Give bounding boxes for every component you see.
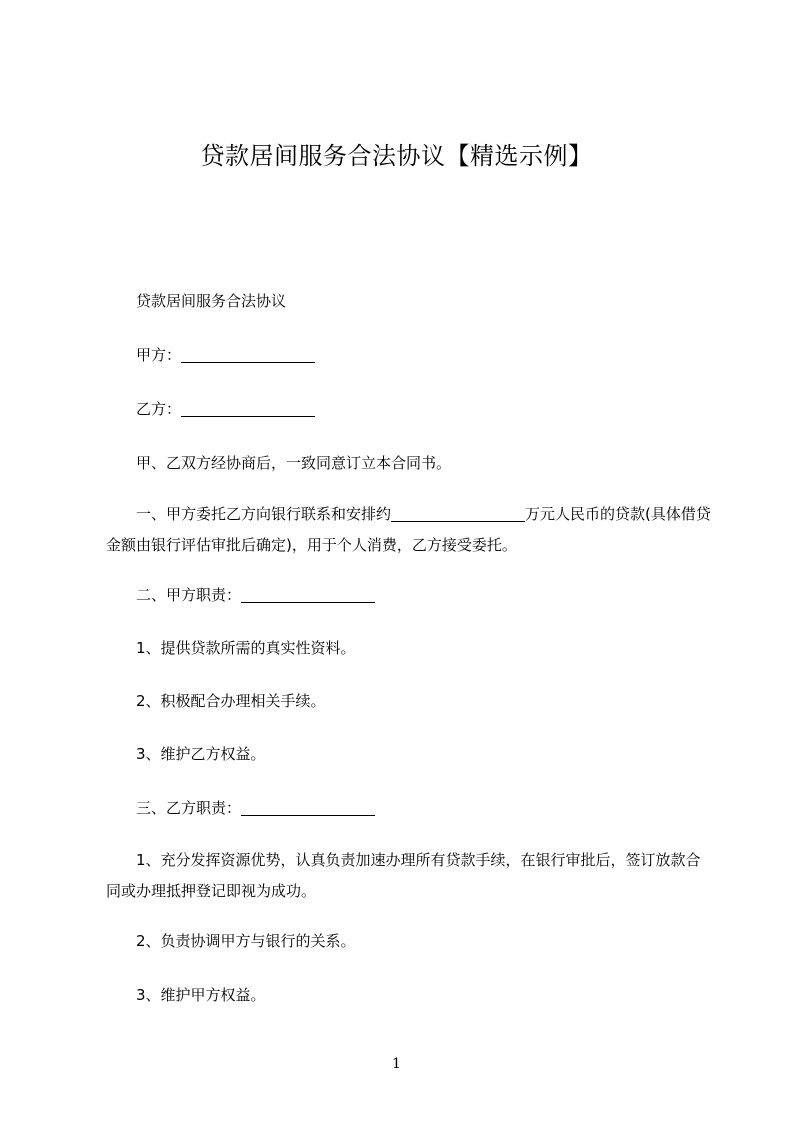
party-b-label: 乙方： — [136, 400, 182, 418]
subtitle: 贷款居间服务合法协议 — [136, 292, 287, 310]
party-b-blank — [181, 401, 315, 417]
section-2-item: 1、提供贷款所需的真实性资料。 — [136, 639, 356, 657]
clause-1-post: 万元人民币的贷款(具体借贷金额由银行评估审批后确定)，用于个人消费，乙方接受委托。 — [106, 505, 711, 554]
section-2-item: 3、维护乙方权益。 — [136, 745, 266, 763]
party-b-line — [136, 399, 315, 419]
intro-paragraph: 甲、乙双方经协商后，一致同意订立本合同书。 — [136, 454, 452, 472]
section-2-label: 二、甲方职责： — [136, 586, 242, 604]
section-3-label: 三、乙方职责： — [136, 799, 242, 817]
section-3-line — [136, 798, 375, 818]
section-3-item-1 — [106, 845, 714, 907]
amount-blank — [391, 506, 525, 522]
section-2-item: 2、积极配合办理相关手续。 — [136, 692, 326, 710]
section-2-line — [136, 585, 375, 605]
document-title: 贷款居间服务合法协议【精选示例】 — [200, 142, 593, 170]
clause-1 — [106, 499, 714, 561]
party-a-blank — [181, 347, 315, 363]
party-a-label: 甲方： — [136, 346, 182, 364]
section-3-item-1-text: 1、充分发挥资源优势，认真负责加速办理所有贷款手续，在银行审批后，签订放款合同或办理抵押登记即视为成功。 — [106, 851, 701, 900]
page-number: 1 — [392, 1056, 401, 1072]
section-3-item: 3、维护甲方权益。 — [136, 986, 266, 1004]
section-2-blank — [241, 587, 375, 603]
section-3-blank — [241, 800, 375, 816]
clause-1-pre: 一、甲方委托乙方向银行联系和安排约 — [136, 505, 392, 523]
party-a-line — [136, 345, 315, 365]
section-3-item: 2、负责协调甲方与银行的关系。 — [136, 932, 356, 950]
